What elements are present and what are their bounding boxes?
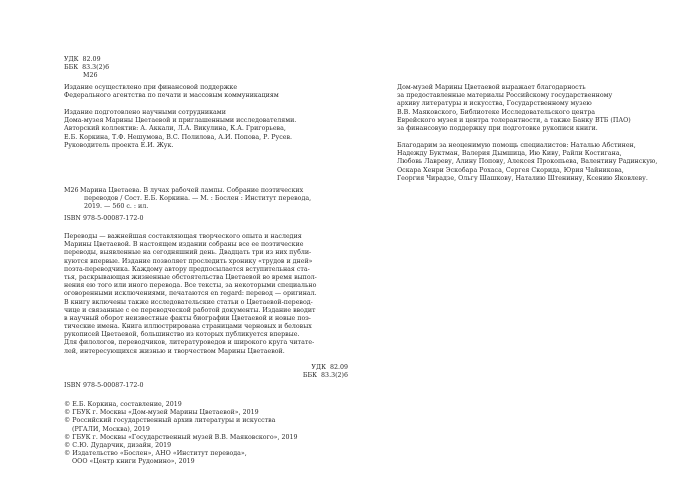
gratitude-line: Еврейского музея и центра толерантности, а также Банку ВТБ (ПАО) xyxy=(397,116,631,124)
udk-code-bottom: УДК 82.09 xyxy=(311,364,348,371)
prepared-by-line: Дома-музея Марины Цветаевой и приглашенными исследователями. xyxy=(64,117,297,125)
thanks-line: Оскара Хенри Эскобара Рохаса, Сергея Скорида, Юрия Чайникова, xyxy=(397,166,624,174)
copyright-line: © ГБУК г. Москвы «Дом-музей Марины Цветаевой», 2019 xyxy=(64,409,259,417)
annotation-line: поэта-переводчика. Каждому автору предпосылается вступительная ста- xyxy=(64,265,310,273)
catalog-line: переводов / Сост. Е.Б. Коркина. — М. : Бослен : Институт перевода, xyxy=(84,195,312,203)
thanks-note xyxy=(397,142,657,183)
copyright-line: © Издательство «Бослен», АНО «Институт перевода», xyxy=(64,450,247,458)
copyright-line: © Е.Б. Коркина, составление, 2019 xyxy=(64,401,182,408)
gratitude-line: архиву литературы и искусства, Государственному музею xyxy=(397,100,592,108)
catalog-line: 2019. — 560 с. : ил. xyxy=(84,203,149,211)
funding-note xyxy=(64,84,279,100)
annotation-line: переводы, выявленные на сегодняшний день. Двадцать три из них публи- xyxy=(64,249,312,257)
copyright-line: © ГБУК г. Москвы «Государственный музей В.В. Маяковского», 2019 xyxy=(64,433,298,441)
gratitude-line: за предоставленные материалы Российскому государственному xyxy=(397,92,613,100)
bbk-code: ББК 83.3(2)6 xyxy=(64,64,110,71)
thanks-line: Георгия Чирадзе, Ольгу Шашкову, Наталию Штенинну, Ксению Яковлеву. xyxy=(397,174,648,182)
annotation-line: тья, раскрывающая жизненные обстоятельства Цветаевой во время выпол- xyxy=(64,273,317,281)
annotation-line: тические имена. Книга иллюстрирована страницами черновых и беловых xyxy=(64,323,312,331)
isbn-top: ISBN 978-5-00087-172-0 xyxy=(64,215,144,222)
annotation-line: рукописей Цветаевой, большинство из которых публикуется впервые. xyxy=(64,331,300,339)
annotation-line: Переводы — важнейшая составляющая творческого опыта и наследия xyxy=(64,233,302,240)
annotation-line: нения ею того или иного перевода. Все тексты, за некоторыми специально xyxy=(64,282,317,290)
annotation-line: в научный оборот неизвестные факты биографии Цветаевой и новые поэ- xyxy=(64,314,311,322)
prepared-by-line: Е.Б. Коркина, Т.Ф. Нешумова, В.С. Полилова, А.И. Попова, Р. Русев. xyxy=(64,133,293,141)
prepared-by-line: Издание подготовлено научными сотрудниками xyxy=(64,109,226,116)
gratitude-line: Дом-музей Марины Цветаевой выражает благодарность xyxy=(397,84,586,91)
udk-code: УДК 82.09 xyxy=(64,56,101,63)
catalog-entry xyxy=(80,187,311,212)
copyright-block xyxy=(64,401,298,467)
copyright-line: © С.Ю. Дударчик, дизайн, 2019 xyxy=(64,441,172,449)
annotation-line: Для филологов, переводчиков, литературоведов и широкого круга читате- xyxy=(64,339,315,347)
gratitude-line: за финансовую поддержку при подготовке рукописи книги. xyxy=(397,124,598,132)
copyright-line: (РГАЛИ, Москва), 2019 xyxy=(64,425,150,433)
thanks-line: Надежду Буктман, Валерия Дымшица, Ию Киву, Райли Костигана, xyxy=(397,150,622,158)
author-mark: М26 xyxy=(83,72,98,79)
prepared-by-line: Авторский коллектив: А. Аккали, Л.А. Викулина, К.А. Григорьева, xyxy=(64,125,286,133)
catalog-mark: М26 xyxy=(64,187,79,194)
annotation xyxy=(64,233,317,356)
funding-line: Федерального агентства по печати и массовым коммуникациям xyxy=(64,92,279,100)
annotation-line: чице и связанные с ее переводческой работой документы. Издание вводит xyxy=(64,306,316,314)
copyright-line: ООО «Центр книги Рудомино», 2019 xyxy=(64,458,195,466)
annotation-line: В книгу включены также исследовательские статьи о Цветаевой-перевод- xyxy=(64,298,313,306)
copyright-line: © Российский государственный архив литературы и искусства xyxy=(64,417,276,425)
prepared-by-note xyxy=(64,109,296,150)
isbn-bottom: ISBN 978-5-00087-172-0 xyxy=(64,382,144,389)
catalog-line: Марина Цветаева. В лучах рабочей лампы. Собрание поэтических xyxy=(80,187,304,194)
gratitude-note xyxy=(397,84,631,133)
funding-line: Издание осуществлено при финансовой поддержке xyxy=(64,84,238,91)
thanks-line: Благодарим за неоценимую помощь специалистов: Наталью Абстинен, xyxy=(397,142,636,149)
gratitude-line: В.В. Маяковского, Библиотеке Исследовательского центра xyxy=(397,108,595,116)
annotation-line: лей, интересующихся жизнью и творчеством Марины Цветаевой. xyxy=(64,347,285,355)
prepared-by-line: Руководитель проекта Е.И. Жук. xyxy=(64,141,174,149)
annotation-line: куются впервые. Издание позволяет проследить хронику «трудов и дней» xyxy=(64,257,313,265)
bbk-code-bottom: ББК 83.3(2)6 xyxy=(302,372,348,379)
annotation-line: оговоренными исключениями, печатаются en regard: перевод — оригинал. xyxy=(64,290,317,298)
thanks-line: Любовь Лавреву, Алину Попову, Алексея Прокопьева, Валентину Радинскую, xyxy=(397,158,658,166)
annotation-line: Марины Цветаевой. В настоящем издании собраны все ее поэтические xyxy=(64,241,304,249)
